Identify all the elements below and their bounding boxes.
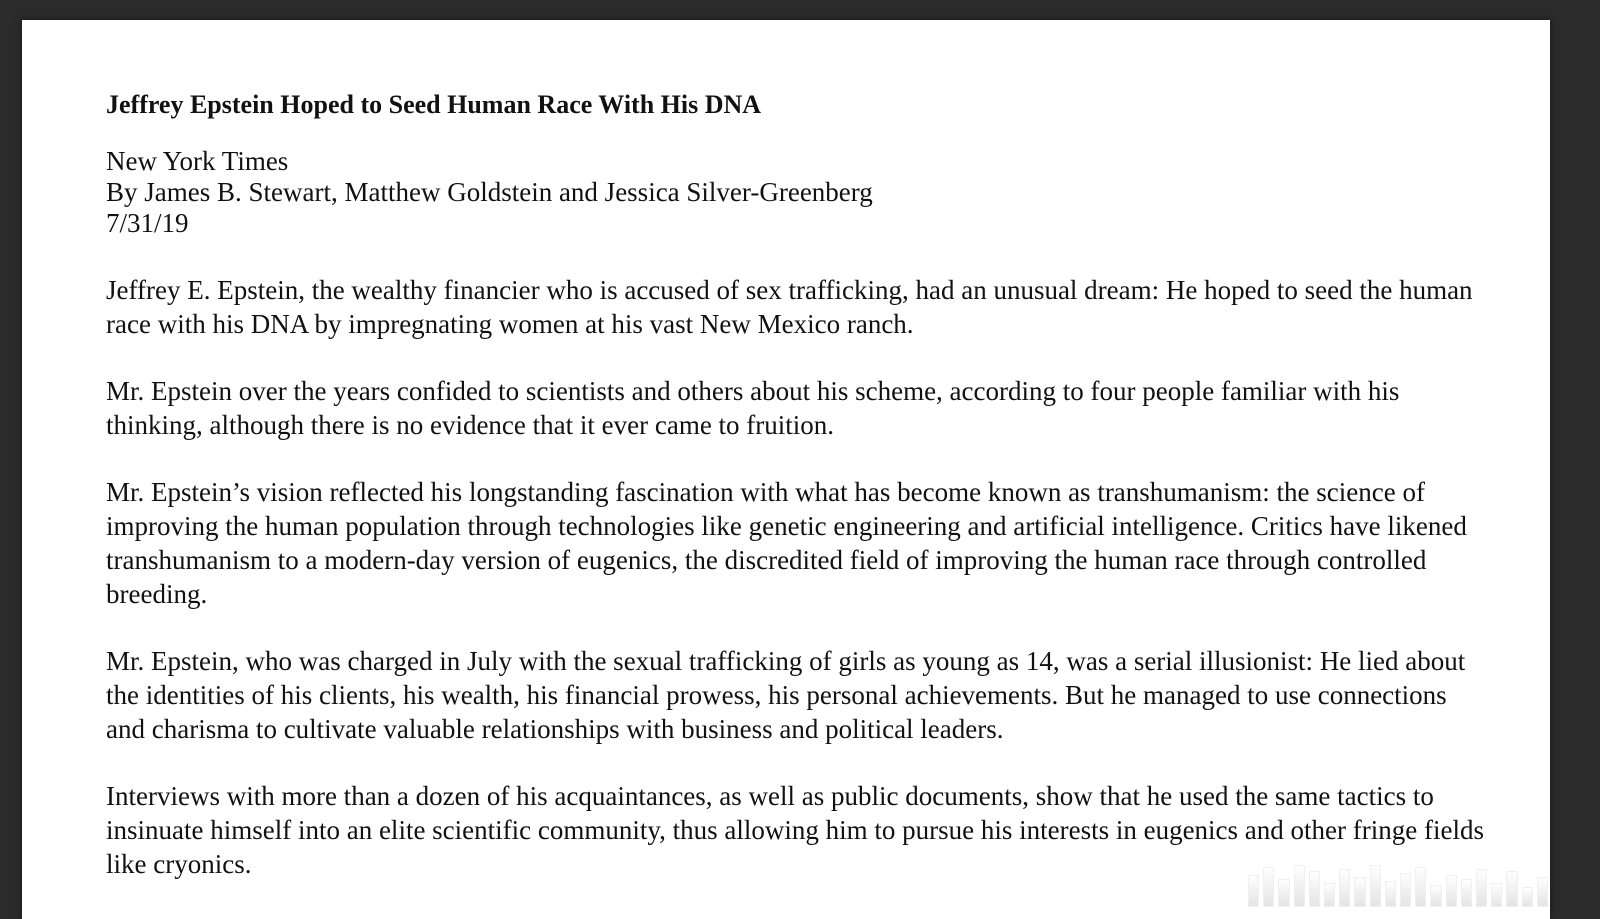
paragraph: Mr. Epstein over the years confided to scientists and others about his scheme, according to four people familiar with his thinking, although there is no evidence that it ever came to fruition. xyxy=(106,376,1400,440)
paragraph: Jeffrey E. Epstein, the wealthy financier who is accused of sex trafficking, had an unusual dream: He hoped to seed the human race with his DNA by impregnating women at his vast New Mexico ranch. xyxy=(106,275,1473,339)
document-page xyxy=(22,20,1550,919)
paragraph: Interviews with more than a dozen of his acquaintances, as well as public documents, show that he used the same tactics to insinuate himself into an elite scientific community, thus allowing him to pursue his interests in eugenics and other fringe fields like cryonics. xyxy=(106,781,1484,879)
watermark-logo xyxy=(1248,863,1548,907)
paragraph: Mr. Epstein, who was charged in July with the sexual trafficking of girls as young as 14, was a serial illusionist: He lied about the identities of his clients, his wealth, his financial prowess, his personal achievements. But he managed to use connections and charisma to cultivate valuable relationships with business and political leaders. xyxy=(106,646,1466,744)
article-meta xyxy=(106,146,1486,239)
paragraph: Mr. Epstein’s vision reflected his longstanding fascination with what has become known as transhumanism: the science of improving the human population through technologies like genetic engineering and artificial intelligence. Critics have likened transhumanism to a modern-day version of eugenics, the discredited field of improving the human race through controlled breeding. xyxy=(106,477,1467,609)
byline: By James B. Stewart, Matthew Goldstein and Jessica Silver-Greenberg xyxy=(106,177,873,207)
article-body xyxy=(106,88,1486,914)
publish-date: 7/31/19 xyxy=(106,208,189,238)
article-title: Jeffrey Epstein Hoped to Seed Human Race With His DNA xyxy=(106,90,762,119)
publication-name: New York Times xyxy=(106,146,289,176)
